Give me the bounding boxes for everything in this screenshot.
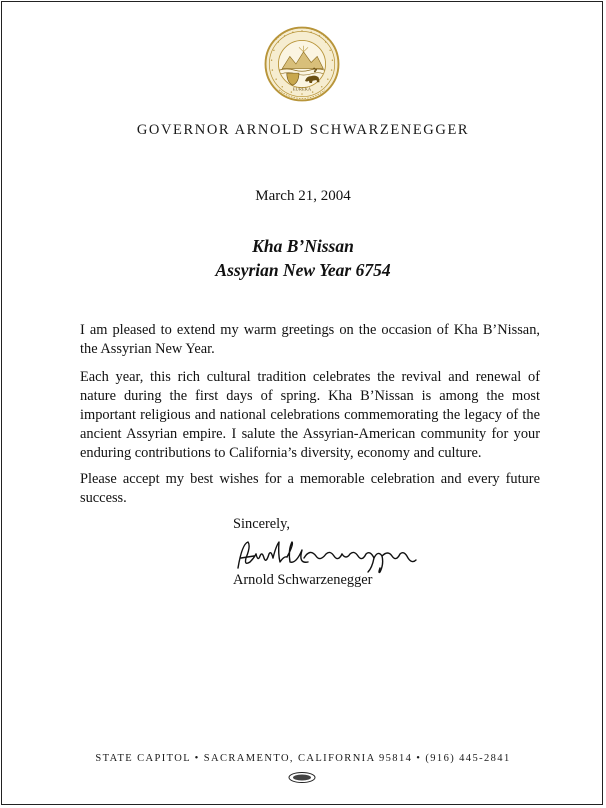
headline-new-year: Assyrian New Year 6754 xyxy=(215,260,391,280)
handwritten-signature xyxy=(232,536,422,576)
svg-text:EUREKA: EUREKA xyxy=(292,86,312,92)
body-paragraph-greeting: I am pleased to extend my warm greetings on the occasion of Kha B’Nissan, the Assyrian New Year. xyxy=(80,322,540,357)
closing-salutation: Sincerely, xyxy=(233,516,291,532)
body-paragraph-tradition: Each year, this rich cultural tradition celebrates the revival and renewal of nature during the first days of spring. Kha B’Nissan is among the most important religious and national celebrations commemorating the legacy of the ancient Assyrian empire. I salute the Assyrian-American community for your enduring contributions to California’s diversity, economy and culture. xyxy=(80,369,540,461)
body-paragraph-wishes: Please accept my best wishes for a memorable celebration and every future success. xyxy=(80,471,540,506)
great-seal-of-california-icon xyxy=(264,26,340,102)
letterhead-title: GOVERNOR ARNOLD SCHWARZENEGGER xyxy=(136,122,470,138)
headline-event: Kha B’Nissan xyxy=(252,236,354,256)
union-printing-bug-icon xyxy=(288,772,316,783)
signer-name: Arnold Schwarzenegger xyxy=(233,572,373,588)
letter-date: March 21, 2004 xyxy=(255,188,351,204)
footer-address: STATE CAPITOL • SACRAMENTO, CALIFORNIA 95814 • (916) 445-2841 xyxy=(95,753,511,764)
